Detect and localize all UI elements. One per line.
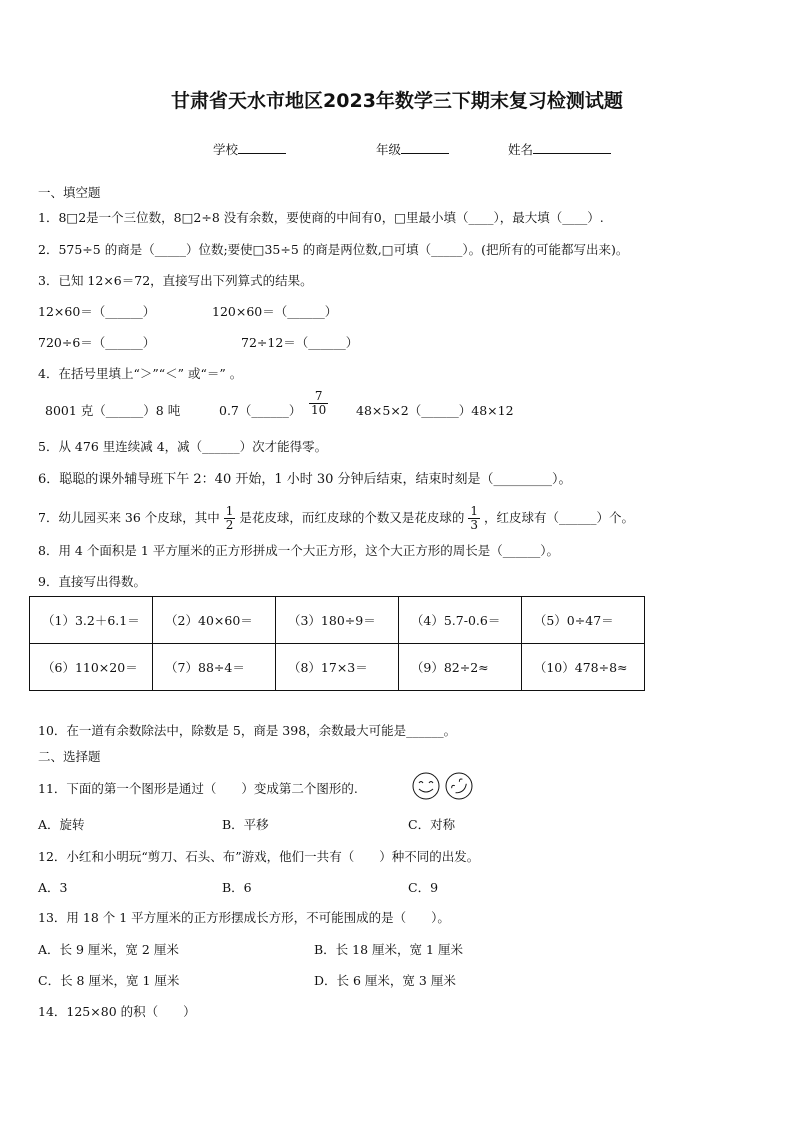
fraction-one-third <box>468 505 480 532</box>
question-7-text-end: ，红皮球有（______）个。 <box>484 510 635 526</box>
table-cell: （8）17×3＝ <box>275 644 398 691</box>
fraction-numerator: 7 <box>309 390 328 404</box>
table-cell: （10）478÷8≈ <box>521 644 644 691</box>
option-b[interactable]: B．长 18 厘米，宽 1 厘米 <box>314 942 463 957</box>
table-cell: （4）5.7-0.6＝ <box>398 597 521 644</box>
question-3-item: 12×60＝（______） <box>38 304 156 319</box>
option-b[interactable]: B．平移 <box>222 817 269 832</box>
fraction-denominator: 10 <box>311 403 327 418</box>
option-b[interactable]: B．6 <box>222 880 252 895</box>
table-row <box>30 597 645 644</box>
question-11: 11．下面的第一个图形是通过（ ）变成第二个图形的. <box>38 781 358 796</box>
table-cell: （2）40×60＝ <box>153 597 276 644</box>
name-blank[interactable] <box>533 140 611 154</box>
table-cell: （6）110×20＝ <box>30 644 153 691</box>
question-4-part-b: 0.7（______） <box>219 403 302 418</box>
fraction-numerator: 1 <box>470 504 479 518</box>
smiley-face-icon <box>410 771 442 801</box>
question-1: 1．8□2是一个三位数，8□2÷8 没有余数，要使商的中间有0，□里最小填（____），最大填（____）. <box>38 210 604 225</box>
section-fill-blank: 一、填空题 <box>38 185 101 200</box>
option-c[interactable]: C．长 8 厘米，宽 1 厘米 <box>38 973 180 988</box>
fraction-seven-tenths <box>309 390 328 417</box>
table-cell: （3）180÷9＝ <box>275 597 398 644</box>
fraction-one-half <box>224 505 236 532</box>
question-3: 3．已知 12×6＝72，直接写出下列算式的结果。 <box>38 273 313 288</box>
grade-label: 年级 <box>376 142 402 157</box>
question-7 <box>38 505 634 532</box>
table-cell: （9）82÷2≈ <box>398 644 521 691</box>
school-field <box>213 140 286 158</box>
question-12: 12．小红和小明玩“剪刀、石头、布”游戏，他们一共有（ ）种不同的出发。 <box>38 849 480 864</box>
question-6: 6．聪聪的课外辅导班下午 2：40 开始，1 小时 30 分钟后结束，结束时刻是（_________）。 <box>38 472 572 487</box>
option-a[interactable]: A．长 9 厘米，宽 2 厘米 <box>38 942 179 957</box>
question-8: 8．用 4 个面积是 1 平方厘米的正方形拼成一个大正方形，这个大正方形的周长是（______）。 <box>38 543 560 558</box>
question-4-part-a: 8001 克（______）8 吨 <box>45 403 181 418</box>
table-cell: （5）0÷47＝ <box>521 597 644 644</box>
question-10: 10．在一道有余数除法中，除数是 5，商是 398，余数最大可能是______。 <box>38 723 457 738</box>
question-13: 13．用 18 个 1 平方厘米的正方形摆成长方形，不可能围成的是（ ）。 <box>38 910 450 925</box>
name-field <box>508 140 611 158</box>
question-9: 9．直接写出得数。 <box>38 574 146 589</box>
table-cell: （7）88÷4＝ <box>153 644 276 691</box>
question-4-part-c: 48×5×2（______）48×12 <box>356 403 514 418</box>
page-title: 甘肃省天水市地区2023年数学三下期末复习检测试题 <box>171 90 623 112</box>
option-d[interactable]: D．长 6 厘米，宽 3 厘米 <box>314 973 456 988</box>
question-4: 4．在括号里填上“＞”“＜” 或“＝” 。 <box>38 366 243 381</box>
question-3-item: 720÷6＝（______） <box>38 335 156 350</box>
question-5: 5．从 476 里连续减 4，减（______）次才能得零。 <box>38 439 328 454</box>
grade-field <box>376 140 449 158</box>
calculation-table <box>29 596 645 691</box>
option-c[interactable]: C．对称 <box>408 817 456 832</box>
rotated-smiley-face-icon <box>443 771 475 801</box>
school-label: 学校 <box>213 142 239 157</box>
question-14: 14．125×80 的积（ ） <box>38 1004 196 1019</box>
option-a[interactable]: A．3 <box>38 880 68 895</box>
question-7-text-start: 7．幼儿园买来 36 个皮球，其中 <box>38 510 220 526</box>
fraction-denominator: 3 <box>470 518 479 533</box>
table-row <box>30 644 645 691</box>
question-3-item: 120×60＝（______） <box>212 304 338 319</box>
fraction-denominator: 2 <box>225 518 234 533</box>
question-3-item: 72÷12＝（______） <box>241 335 359 350</box>
grade-blank[interactable] <box>401 140 449 154</box>
section-choice: 二、选择题 <box>38 749 101 764</box>
question-2: 2．575÷5 的商是（_____）位数;要使□35÷5 的商是两位数,□可填（_____）。(把所有的可能都写出来)。 <box>38 242 629 257</box>
option-c[interactable]: C．9 <box>408 880 439 895</box>
option-a[interactable]: A．旋转 <box>38 817 85 832</box>
school-blank[interactable] <box>238 140 286 154</box>
question-7-text-middle: 是花皮球，而红皮球的个数又是花皮球的 <box>239 510 465 526</box>
table-cell: （1）3.2＋6.1＝ <box>30 597 153 644</box>
fraction-numerator: 1 <box>225 504 234 518</box>
name-label: 姓名 <box>508 142 534 157</box>
